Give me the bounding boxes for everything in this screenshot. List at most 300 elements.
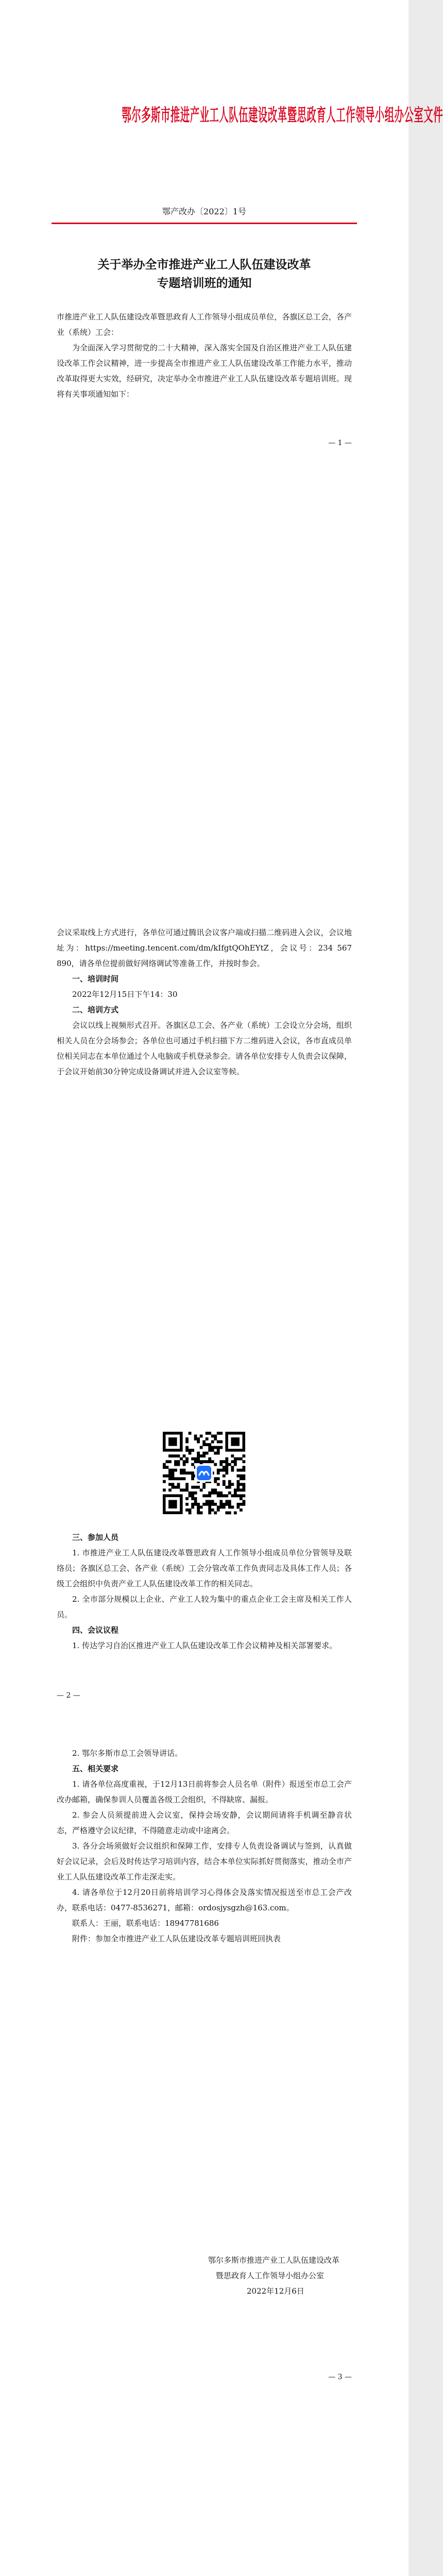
qr-module [197,1505,200,1509]
qr-module [191,1471,194,1475]
qr-module [174,1486,177,1489]
page-1 [0,0,443,867]
qr-module [202,1503,206,1506]
qr-module [240,1503,243,1506]
qr-module [219,1460,223,1463]
qr-module [189,1449,192,1452]
qr-module [200,1488,203,1492]
signature-block [208,2252,363,2299]
page-2 [0,867,408,1734]
qr-module [219,1469,223,1472]
page-3 [0,1734,408,2576]
qr-module [163,1480,166,1483]
qr-module [211,1449,214,1452]
qr-module [200,1446,203,1449]
qr-module [223,1494,226,1497]
qr-module [208,1509,211,1512]
qr-module [240,1477,243,1480]
qr-module [194,1437,197,1440]
qr-module [223,1505,226,1509]
intro-paragraph: 为全面深入学习贯彻党的二十大精神，深入落实全国及自治区推进产业工人队伍建设改革工作会议精神，进一步提高全市推进产业工人队伍建设改革工作能力水平，推动改革取得更大实效，经研究，决定举办全市推进产业工人队伍建设改革专题培训班。现将有关事项通知如下： [57,343,352,399]
qr-module [228,1503,231,1506]
qr-module [177,1483,180,1486]
qr-module [168,1454,172,1458]
qr-module [191,1449,194,1452]
qr-module [240,1494,243,1497]
qr-module [223,1483,226,1486]
qr-module [242,1469,245,1472]
qr-module [177,1460,180,1463]
qr-module [208,1446,211,1449]
qr-module [217,1505,220,1509]
qr-module [211,1500,214,1503]
qr-module [228,1486,231,1489]
qr-module [172,1469,175,1472]
qr-module [197,1452,200,1455]
page-number: — 1 — [328,439,352,447]
body-paragraph: 2. 全市部分规模以上企业、产业工人较为集中的重点企业工会主席及相关工作人员。 [57,1595,352,1619]
qr-module [228,1500,231,1503]
qr-module [236,1475,240,1478]
qr-module [219,1494,223,1497]
qr-module [231,1505,234,1509]
qr-module [172,1454,175,1458]
qr-module [174,1469,177,1472]
qr-module [206,1503,209,1506]
qr-module [219,1492,223,1495]
qr-module [189,1494,192,1497]
page1-body [57,309,352,402]
qr-module [194,1458,197,1461]
qr-module [236,1483,240,1486]
qr-module [240,1488,243,1492]
body-paragraph: 会议采取线上方式进行，各单位可通过腾讯会议客户端或扫描二维码进入会议，会议地址为：https://meeting.tencent.com/dm/kIfgtQOhEYtZ，会议号：234 567 890，请各单位提前做好网络调试等准备工作，并按时参会。 [57,928,352,968]
qr-module [191,1477,194,1480]
qr-module [177,1454,180,1458]
qr-module [231,1494,234,1497]
qr-module [225,1463,228,1466]
qr-module [174,1463,177,1466]
qr-module [202,1443,206,1446]
qr-module [214,1488,217,1492]
qr-module [208,1494,211,1497]
qr-module [223,1475,226,1478]
qr-module [166,1460,169,1463]
qr-module [194,1460,197,1463]
qr-module [163,1463,166,1466]
qr-module [208,1449,211,1452]
qr-module [191,1463,194,1466]
qr-module [234,1460,237,1463]
qr-module [234,1488,237,1492]
qr-module [197,1458,200,1461]
qr-module [183,1488,186,1492]
qr-module [206,1460,209,1463]
qr-module [228,1480,231,1483]
qr-module [200,1435,203,1438]
qr-module [185,1437,189,1440]
qr-finder-inner [168,1437,177,1446]
qr-module [180,1477,183,1480]
qr-module [208,1511,211,1514]
qr-module [242,1500,245,1503]
qr-module [183,1454,186,1458]
qr-module [240,1475,243,1478]
qr-module [214,1463,217,1466]
qr-module [228,1492,231,1495]
meeting-qr-code[interactable] [163,1432,245,1514]
qr-module [240,1497,243,1500]
qr-module [208,1432,211,1435]
document-masthead: 鄂尔多斯市推进产业工人队伍建设改革暨思政育人工作领导小组办公室文件 [122,105,443,126]
qr-module [219,1500,223,1503]
qr-module [180,1469,183,1472]
qr-module [202,1460,206,1463]
qr-module [168,1460,172,1463]
qr-module [211,1503,214,1506]
qr-module [185,1509,189,1512]
qr-module [214,1452,217,1455]
body-paragraph: 会议以线上视频形式召开。各旗区总工会、各产业（系统）工会设立分会场，组织相关人员在分会场参会；各单位也可通过手机扫描下方二维码进入会议，各市直成员单位相关同志在本单位通过个人电脑或手机登录参会。请各单位安排专人负责会议保障，于会议开始前30分钟完成设备调试并进入会议室等候。 [57,1021,352,1076]
qr-module [168,1488,172,1492]
qr-module [197,1454,200,1458]
qr-module [183,1471,186,1475]
signature-line-2: 暨思政育人工作领导小组办公室 [216,2271,325,2280]
qr-module [197,1511,200,1514]
qr-module [185,1471,189,1475]
qr-module [240,1483,243,1486]
qr-module [172,1475,175,1478]
qr-module [214,1492,217,1495]
qr-module [177,1486,180,1489]
qr-module [185,1497,189,1500]
qr-module [219,1505,223,1509]
qr-module [191,1497,194,1500]
qr-module [172,1486,175,1489]
qr-module [202,1454,206,1458]
qr-module [185,1446,189,1449]
qr-module [194,1486,197,1489]
qr-module [219,1432,223,1435]
title-line-1: 关于举办全市推进产业工人队伍建设改革 [97,258,311,272]
qr-module [211,1492,214,1495]
qr-module [197,1460,200,1463]
qr-module [242,1460,245,1463]
qr-module [191,1486,194,1489]
qr-module [231,1460,234,1463]
qr-module [206,1432,209,1435]
qr-module [194,1497,197,1500]
qr-module [206,1494,209,1497]
signature-line-1: 鄂尔多斯市推进产业工人队伍建设改革 [208,2256,340,2265]
qr-module [163,1466,166,1469]
qr-module [200,1460,203,1463]
qr-module [174,1454,177,1458]
qr-module [206,1443,209,1446]
qr-module [217,1446,220,1449]
qr-module [208,1492,211,1495]
qr-module [172,1477,175,1480]
signature-date: 2022年12月6日 [247,2286,304,2296]
qr-module [189,1511,192,1514]
qr-module [194,1503,197,1506]
qr-module [208,1503,211,1506]
qr-module [236,1503,240,1506]
qr-module [202,1494,206,1497]
qr-module [180,1488,183,1492]
qr-module [223,1480,226,1483]
qr-module [166,1466,169,1469]
qr-code-graphic [163,1432,245,1514]
body-paragraph: 3. 各分会场须做好会议组织和保障工作，安排专人负责设备调试与签到，认真做好会议记录，会后及时传达学习培训内容，结合本单位实际抓好贯彻落实，推动全市产业工人队伍建设改革工作走深走实。 [57,1841,352,1882]
qr-module [214,1437,217,1440]
qr-module [219,1463,223,1466]
qr-module [217,1432,220,1435]
qr-module [236,1494,240,1497]
qr-module [234,1511,237,1514]
section-heading: 四、会议议程 [72,1625,119,1635]
qr-module [185,1458,189,1461]
qr-module [206,1452,209,1455]
page2-body-after-qr [57,1530,352,1653]
qr-module [208,1500,211,1503]
qr-module [191,1492,194,1495]
qr-module [214,1435,217,1438]
red-separator-line [52,223,357,224]
addressee-paragraph: 市推进产业工人队伍建设改革暨思政育人工作领导小组成员单位，各旗区总工会，各产业（系统）工会： [57,312,352,337]
qr-module [191,1503,194,1506]
qr-module [223,1466,226,1469]
qr-module [231,1466,234,1469]
qr-module [211,1440,214,1444]
qr-module [236,1486,240,1489]
page-number: — 2 — [57,1691,80,1700]
qr-module [197,1440,200,1444]
qr-module [200,1505,203,1509]
qr-module [168,1477,172,1480]
qr-module [163,1475,166,1478]
qr-module [228,1511,231,1514]
qr-module [242,1483,245,1486]
qr-module [183,1463,186,1466]
qr-module [202,1452,206,1455]
qr-module [189,1471,192,1475]
qr-module [228,1505,231,1509]
qr-module [214,1477,217,1480]
qr-module [219,1503,223,1506]
qr-module [242,1488,245,1492]
qr-module [228,1483,231,1486]
qr-module [240,1458,243,1461]
qr-module [211,1446,214,1449]
qr-module [223,1469,226,1472]
body-paragraph: 2022年12月15日下午14：30 [72,990,178,999]
qr-module [183,1469,186,1472]
qr-module [219,1446,223,1449]
qr-module [217,1440,220,1444]
qr-module [168,1475,172,1478]
qr-module [225,1500,228,1503]
qr-module [217,1452,220,1455]
qr-module [225,1460,228,1463]
qr-module [191,1458,194,1461]
qr-finder-inner [231,1437,240,1446]
qr-module [174,1460,177,1463]
qr-module [236,1458,240,1461]
qr-module [214,1446,217,1449]
qr-module [202,1483,206,1486]
qr-module [191,1505,194,1509]
qr-module [208,1460,211,1463]
qr-module [214,1511,217,1514]
qr-finder-inner [168,1500,177,1509]
qr-module [217,1492,220,1495]
qr-module [242,1494,245,1497]
qr-module [242,1503,245,1506]
qr-module [234,1458,237,1461]
qr-module [185,1488,189,1492]
qr-module [185,1483,189,1486]
body-paragraph: 2. 鄂尔多斯市总工会领导讲话。 [72,1749,183,1758]
qr-module [217,1509,220,1512]
qr-module [197,1509,200,1512]
qr-module [197,1437,200,1440]
qr-module [185,1486,189,1489]
document-number: 鄂产改办〔2022〕1号 [162,207,246,216]
qr-module [172,1483,175,1486]
qr-module [223,1503,226,1506]
qr-module [234,1492,237,1495]
body-paragraph: 附件：参加全市推进产业工人队伍建设改革专题培训班回执表 [72,1934,281,1943]
qr-module [168,1471,172,1475]
qr-module [166,1475,169,1478]
qr-module [231,1483,234,1486]
qr-module [200,1454,203,1458]
qr-module [236,1505,240,1509]
qr-module [242,1466,245,1469]
body-paragraph: 1. 市推进产业工人队伍建设改革暨思政育人工作领导小组成员单位分管领导及联络员；各旗区总工会、各产业（系统）工会分管改革工作负责同志及具体工作人员；各级工会组织中负责产业工人队伍建设改革工作的相关同志。 [57,1548,352,1588]
qr-module [225,1469,228,1472]
section-heading: 三、参加人员 [72,1533,119,1542]
document-title [0,256,408,293]
qr-module [194,1435,197,1438]
body-paragraph: 1. 请各单位高度重视，于12月13日前将参会人员名单（附件）报送至市总工会产改办邮箱，确保参训人员覆盖各级工会组织，不得缺席、漏报。 [57,1780,352,1804]
qr-module [217,1477,220,1480]
qr-module [240,1509,243,1512]
qr-module [200,1511,203,1514]
qr-module [211,1435,214,1438]
section-heading: 五、相关要求 [72,1764,119,1773]
qr-module [172,1471,175,1475]
qr-module [234,1463,237,1466]
qr-module [225,1458,228,1461]
qr-module [206,1437,209,1440]
body-paragraph: 1. 传达学习自治区推进产业工人队伍建设改革工作会议精神及相关部署要求。 [72,1641,337,1650]
qr-module [168,1469,172,1472]
qr-module [211,1509,214,1512]
qr-module [225,1503,228,1506]
title-line-2: 专题培训班的通知 [157,277,252,290]
qr-module [228,1463,231,1466]
qr-module [183,1477,186,1480]
qr-module [208,1505,211,1509]
qr-module [217,1471,220,1475]
qr-module [225,1471,228,1475]
qr-module [240,1469,243,1472]
qr-module [163,1488,166,1492]
qr-module [168,1483,172,1486]
qr-module [242,1475,245,1478]
qr-module [202,1440,206,1444]
page-number: — 3 — [328,2373,352,2381]
qr-module [219,1440,223,1444]
qr-module [217,1449,220,1452]
qr-module [242,1454,245,1458]
qr-module [185,1460,189,1463]
qr-module [208,1458,211,1461]
qr-module [225,1494,228,1497]
qr-module [189,1452,192,1455]
qr-module [194,1492,197,1495]
qr-module [214,1503,217,1506]
section-heading: 二、培训方式 [72,1005,119,1014]
qr-module [206,1500,209,1503]
qr-module [177,1477,180,1480]
qr-module [197,1486,200,1489]
qr-module [194,1500,197,1503]
body-paragraph: 联系人：王丽，联系电话：18947781686 [72,1919,219,1928]
qr-module [214,1480,217,1483]
qr-module [183,1460,186,1463]
page3-body [57,1745,352,1946]
qr-module [177,1463,180,1466]
qr-module [242,1486,245,1489]
qr-module [189,1509,192,1512]
qr-module [225,1466,228,1469]
qr-module [223,1460,226,1463]
section-heading: 一、培训时间 [72,974,119,984]
qr-module [234,1494,237,1497]
qr-module [225,1511,228,1514]
qr-module [197,1503,200,1506]
qr-module [231,1454,234,1458]
qr-module [189,1432,192,1435]
qr-module [191,1475,194,1478]
qr-module [236,1480,240,1483]
qr-module [189,1492,192,1495]
qr-module [217,1494,220,1497]
qr-module [242,1477,245,1480]
qr-module [211,1460,214,1463]
body-paragraph: 2. 参会人员须提前进入会议室，保持会场安静，会议期间请将手机调至静音状态，严格遵守会议纪律，不得随意走动或中途离会。 [57,1810,352,1835]
qr-module [185,1440,189,1444]
qr-module [217,1469,220,1472]
page2-body [57,925,352,1079]
qr-module [191,1494,194,1497]
qr-module [208,1443,211,1446]
qr-module [236,1469,240,1472]
qr-module [202,1486,206,1489]
qr-module [236,1488,240,1492]
qr-module [174,1477,177,1480]
qr-module [225,1486,228,1489]
qr-module [231,1469,234,1472]
qr-module [211,1488,214,1492]
qr-module [180,1471,183,1475]
body-paragraph: 4. 请各单位于12月20日前将培训学习心得体会及落实情况报送至市总工会产改办，联系电话：0477-8536271，邮箱：ordosjysgzh@163.com。 [57,1888,352,1912]
qr-module [185,1503,189,1506]
qr-module [185,1449,189,1452]
